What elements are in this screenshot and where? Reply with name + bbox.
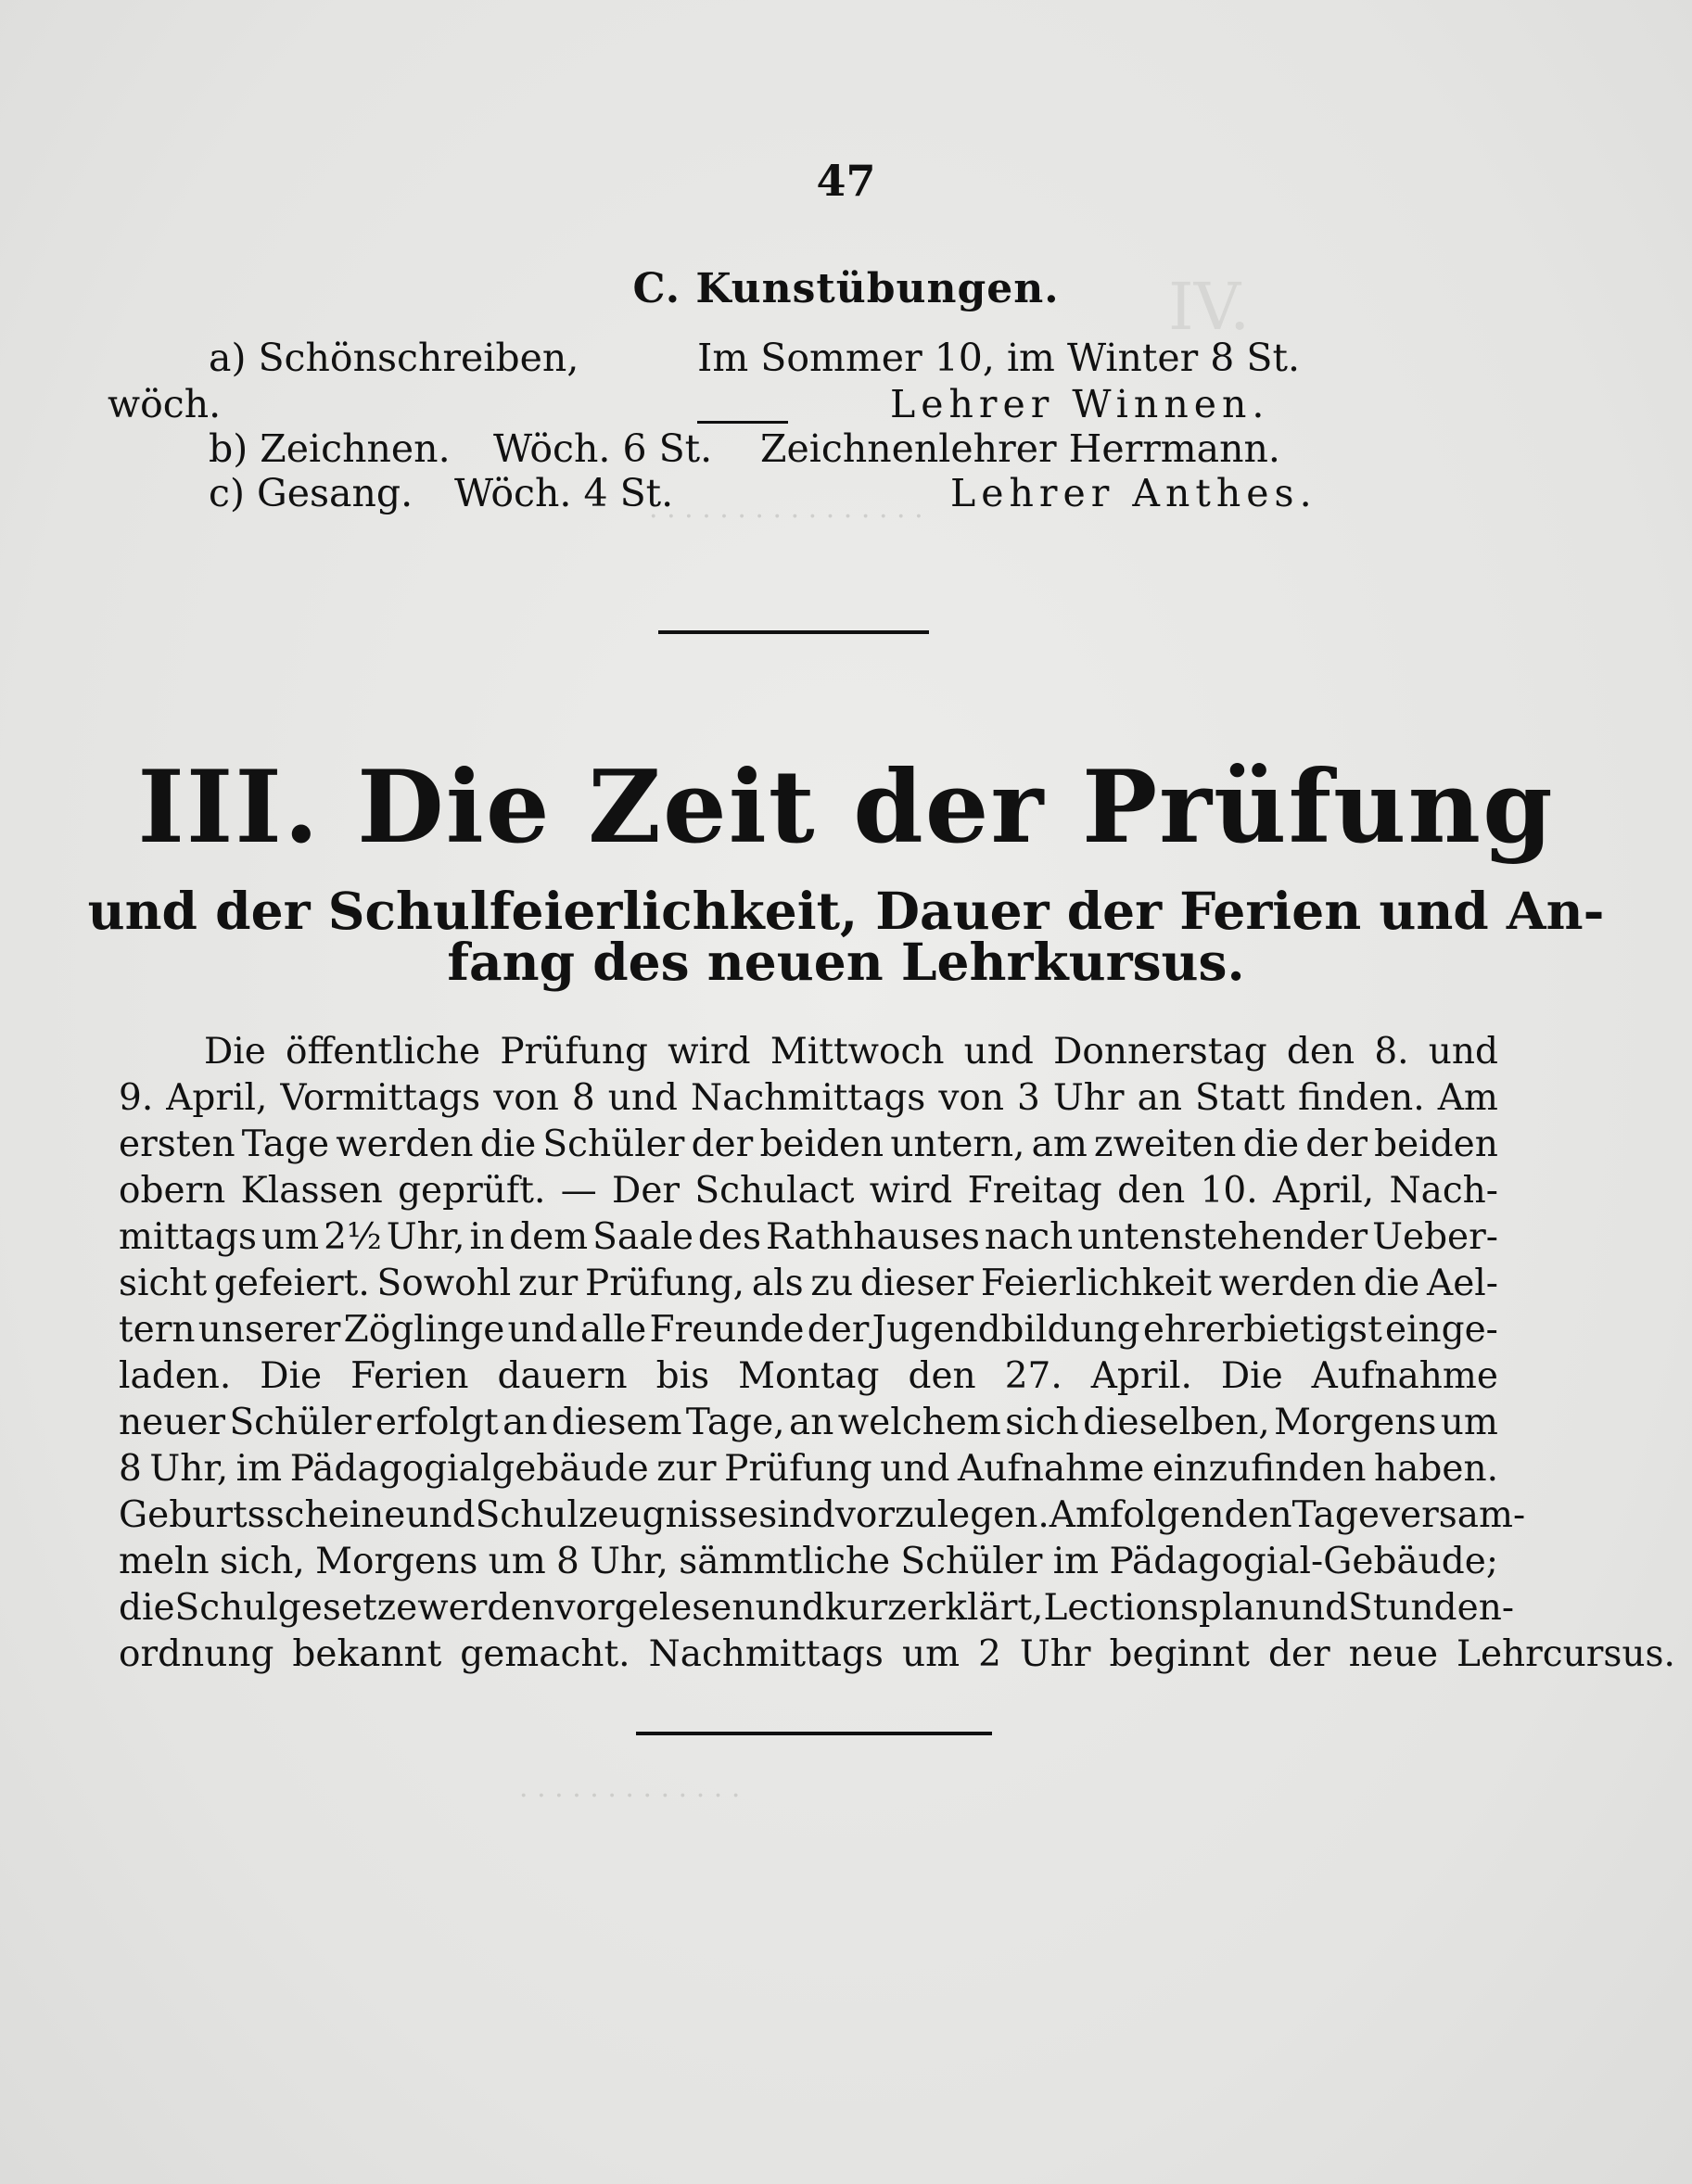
paragraph-word: neue	[1348, 1633, 1439, 1675]
paragraph-word: Jugendbildung	[871, 1309, 1140, 1351]
paragraph-word: von	[493, 1077, 559, 1119]
paragraph-word: den	[1286, 1031, 1355, 1073]
paragraph-word: Lehrcursus.	[1457, 1633, 1675, 1675]
paragraph-word: neuer	[119, 1402, 226, 1443]
paragraph-word: folgenden	[1109, 1494, 1292, 1536]
subtitle-line-1: und der Schulfeierlichkeit, Dauer der Ferien und An-	[87, 881, 1605, 941]
paragraph-word: kurz	[824, 1587, 907, 1629]
paragraph-word: gefeiert.	[213, 1263, 370, 1304]
paragraph-word: Uhr	[1052, 1077, 1125, 1119]
main-title: III. Die Zeit der Prüfung	[137, 749, 1555, 866]
paragraph-word: den	[1117, 1170, 1186, 1212]
paragraph-word: Die	[1220, 1355, 1283, 1397]
paragraph-word: Sowohl	[376, 1263, 512, 1304]
paragraph-line	[119, 1168, 1498, 1214]
paragraph-word: vorzulegen.	[834, 1494, 1050, 1536]
paragraph-word: der	[1305, 1124, 1368, 1165]
closing-rule	[636, 1732, 992, 1735]
paragraph-word: Rathhauses	[765, 1216, 980, 1258]
paragraph-word: nach	[984, 1216, 1074, 1258]
paragraph-word: Am	[1049, 1494, 1110, 1536]
paragraph-word: der	[1267, 1633, 1330, 1675]
paragraph-word: Vormittags	[280, 1077, 481, 1119]
paragraph-word: bekannt	[292, 1633, 442, 1675]
paragraph-word: finden.	[1298, 1077, 1425, 1119]
paragraph-word: vorgelesen	[554, 1587, 756, 1629]
paragraph-word: 8	[571, 1077, 595, 1119]
paragraph-word: 8	[119, 1448, 142, 1490]
paragraph-word: die	[479, 1124, 537, 1165]
paragraph-line	[119, 1122, 1498, 1168]
paragraph-word: Pädagogial-Gebäude;	[1109, 1541, 1498, 1582]
paragraph-word: 8	[556, 1541, 579, 1582]
paragraph-word: mittags	[119, 1216, 258, 1258]
paragraph-word: 27.	[1004, 1355, 1062, 1397]
paragraph-word: zu	[810, 1263, 854, 1304]
paragraph-word: Nachmittags	[648, 1633, 884, 1675]
paragraph-word: um	[901, 1633, 960, 1675]
paragraph-word: Ferien	[350, 1355, 469, 1397]
paragraph-word: untern,	[890, 1124, 1025, 1165]
paragraph-word: beginnt	[1109, 1633, 1250, 1675]
paragraph-word: sich	[1005, 1402, 1079, 1443]
paragraph-word: Am	[1437, 1077, 1498, 1119]
paragraph-word: Ueber-	[1372, 1216, 1498, 1258]
paragraph-word: die	[1242, 1124, 1300, 1165]
paragraph-word: die	[119, 1587, 175, 1629]
paragraph-word: Feierlichkeit	[980, 1263, 1212, 1304]
paragraph-word: wird	[668, 1031, 751, 1073]
paragraph-word: Aufnahme	[1311, 1355, 1498, 1397]
item-a-detail: Im Sommer 10, im Winter 8 St.	[697, 336, 1300, 380]
paragraph-word: sich,	[219, 1541, 305, 1582]
paragraph-word: 3	[1017, 1077, 1040, 1119]
paragraph-line	[119, 1492, 1526, 1539]
paragraph-word: um	[261, 1216, 320, 1258]
paragraph-word: gemacht.	[460, 1633, 630, 1675]
paragraph-line	[119, 1446, 1498, 1492]
paragraph-word: Die	[204, 1031, 266, 1073]
paragraph-word: April,	[1272, 1170, 1375, 1212]
paragraph-word: Zöglinge	[343, 1309, 505, 1351]
paragraph-word: im	[235, 1448, 283, 1490]
paragraph-word: unserer	[197, 1309, 341, 1351]
paragraph-word: werden	[336, 1124, 474, 1165]
paragraph-word: und	[880, 1448, 950, 1490]
paragraph-word: Tage	[241, 1124, 330, 1165]
bleed-through-text-2: · · · · · · · · · · · · ·	[519, 1780, 741, 1812]
paragraph-word: Schulact	[694, 1170, 855, 1212]
paragraph-word: April.	[1090, 1355, 1192, 1397]
paragraph-word: des	[697, 1216, 761, 1258]
paragraph-word: an	[503, 1402, 548, 1443]
paragraph-word: untenstehender	[1077, 1216, 1368, 1258]
paragraph-word: versam-	[1379, 1494, 1526, 1536]
paragraph-word: Klassen	[240, 1170, 383, 1212]
paragraph-word: um	[488, 1541, 546, 1582]
paragraph-line	[119, 1214, 1498, 1261]
paragraph-line	[119, 1400, 1498, 1446]
paragraph-word: April,	[166, 1077, 268, 1119]
item-b-label: b) Zeichnen.	[209, 426, 451, 471]
paragraph-word: alle	[579, 1309, 647, 1351]
paragraph-word: und	[963, 1031, 1034, 1073]
paragraph-line	[119, 1029, 1498, 1075]
item-b-detail: Wöch. 6 St.	[493, 426, 713, 471]
paragraph-word: Nachmittags	[690, 1077, 926, 1119]
paragraph-word: 10.	[1200, 1170, 1258, 1212]
paragraph-word: ehrerbietigst	[1142, 1309, 1382, 1351]
paragraph-word: einge-	[1384, 1309, 1498, 1351]
paragraph-word: Donnerstag	[1053, 1031, 1267, 1073]
paragraph-word: beiden	[759, 1124, 884, 1165]
item-c-detail: Wöch. 4 St.	[454, 471, 674, 515]
paragraph-word: im	[1052, 1541, 1100, 1582]
paragraph-word: sind	[758, 1494, 835, 1536]
paragraph-word: Freunde	[649, 1309, 805, 1351]
paragraph-line	[119, 1261, 1498, 1307]
paragraph-word: Mittwoch	[770, 1031, 945, 1073]
paragraph-word: Schüler	[900, 1541, 1043, 1582]
paragraph-word: 2½	[324, 1216, 382, 1258]
paragraph-word: zur	[656, 1448, 717, 1490]
paragraph-word: Prüfung,	[585, 1263, 745, 1304]
paragraph-word: Prüfung	[724, 1448, 872, 1490]
paragraph-word: Morgens	[1274, 1402, 1437, 1443]
paragraph-word: in	[469, 1216, 505, 1258]
paragraph-word: diesem	[551, 1402, 682, 1443]
paragraph-line	[119, 1353, 1498, 1400]
paragraph-word: dauern	[497, 1355, 628, 1397]
paragraph-line	[119, 1075, 1498, 1122]
paragraph-word: Montag	[738, 1355, 880, 1397]
bleed-through-heading: IV.	[1168, 269, 1251, 345]
paragraph-word: zweiten	[1094, 1124, 1237, 1165]
paragraph-word: Schulgesetze	[174, 1587, 418, 1629]
item-b-teacher: Zeichnenlehrer Herrmann.	[760, 426, 1280, 471]
paragraph-line	[119, 1632, 1675, 1678]
paragraph-word: Pädagogialgebäude	[289, 1448, 649, 1490]
paragraph-word: 8.	[1374, 1031, 1409, 1073]
paragraph-word: Freitag	[967, 1170, 1102, 1212]
paragraph-word: Stunden-	[1348, 1587, 1515, 1629]
paragraph-word: Aufnahme	[958, 1448, 1145, 1490]
paragraph-line	[119, 1585, 1515, 1632]
paragraph-word: sämmtliche	[679, 1541, 891, 1582]
paragraph-word: Schüler	[542, 1124, 685, 1165]
paragraph-word: Morgens	[315, 1541, 478, 1582]
paragraph-word: Schüler	[229, 1402, 372, 1443]
paragraph-word: ordnung	[119, 1633, 274, 1675]
paragraph-word: um	[1440, 1402, 1498, 1443]
paragraph-word: Uhr,	[149, 1448, 229, 1490]
paragraph-word: Uhr	[1019, 1633, 1091, 1675]
paragraph-line	[119, 1539, 1498, 1585]
item-c-teacher: Lehrer Anthes.	[950, 471, 1317, 515]
paragraph-word: der	[691, 1124, 754, 1165]
paragraph-word: welchem	[837, 1402, 1001, 1443]
paragraph-word: Tage,	[685, 1402, 785, 1443]
paragraph-word: die	[1363, 1263, 1420, 1304]
paragraph-word: Lectionsplan	[1043, 1587, 1279, 1629]
paragraph-word: als	[751, 1263, 804, 1304]
paragraph-word: bis	[655, 1355, 710, 1397]
paragraph-word: und	[1278, 1587, 1349, 1629]
item-a-label: a) Schönschreiben,	[209, 336, 579, 380]
body-paragraph	[119, 1029, 1675, 1678]
paragraph-word: 9.	[119, 1077, 154, 1119]
section-heading: C. Kunstübungen.	[632, 265, 1060, 312]
item-a-continuation: wöch.	[108, 382, 222, 426]
paragraph-word: Prüfung	[500, 1031, 648, 1073]
paragraph-word: erklärt,	[906, 1587, 1044, 1629]
paragraph-word: laden.	[119, 1355, 232, 1397]
paragraph-word: Schulzeugnisse	[475, 1494, 759, 1536]
paragraph-word: dem	[509, 1216, 589, 1258]
paragraph-word: werden	[1218, 1263, 1356, 1304]
item-c-label: c) Gesang.	[209, 471, 413, 515]
divider-short	[697, 421, 788, 424]
paragraph-word: und	[1428, 1031, 1498, 1073]
paragraph-word: Statt	[1194, 1077, 1285, 1119]
paragraph-word: öffentliche	[286, 1031, 481, 1073]
page-number: 47	[816, 156, 876, 206]
paragraph-word: von	[938, 1077, 1004, 1119]
paragraph-word: geprüft.	[398, 1170, 546, 1212]
paragraph-word: Ael-	[1427, 1263, 1498, 1304]
paragraph-word: und	[507, 1309, 578, 1351]
paragraph-word: tern	[119, 1309, 196, 1351]
paragraph-word: am	[1031, 1124, 1088, 1165]
paragraph-word: beiden	[1374, 1124, 1498, 1165]
paragraph-word: Uhr,	[386, 1216, 465, 1258]
paragraph-word: an	[1137, 1077, 1182, 1119]
paragraph-word: dieselben,	[1083, 1402, 1270, 1443]
paragraph-word: ersten	[119, 1124, 235, 1165]
divider-rule	[658, 630, 929, 634]
paragraph-word: obern	[119, 1170, 226, 1212]
paragraph-word: und	[755, 1587, 825, 1629]
paragraph-word: wird	[869, 1170, 953, 1212]
paragraph-line	[119, 1307, 1498, 1353]
paragraph-word: zur	[517, 1263, 579, 1304]
paragraph-word: Die	[260, 1355, 323, 1397]
paragraph-word: Uhr,	[590, 1541, 668, 1582]
paragraph-word: werden	[417, 1587, 555, 1629]
paragraph-word: dieser	[859, 1263, 974, 1304]
paragraph-word: Saale	[592, 1216, 693, 1258]
paragraph-word: Nach-	[1389, 1170, 1498, 1212]
subtitle-line-2: fang des neuen Lehrkursus.	[447, 932, 1245, 992]
paragraph-word: an	[789, 1402, 834, 1443]
paragraph-word: einzufinden	[1151, 1448, 1367, 1490]
paragraph-word: den	[908, 1355, 976, 1397]
paragraph-word: —	[560, 1170, 597, 1212]
item-a-teacher: Lehrer Winnen.	[890, 382, 1270, 426]
paragraph-word: der	[807, 1309, 870, 1351]
paragraph-word: erfolgt	[375, 1402, 499, 1443]
paragraph-word: Der	[612, 1170, 681, 1212]
paragraph-word: sicht	[119, 1263, 208, 1304]
paragraph-word: und	[405, 1494, 476, 1536]
paragraph-word: haben.	[1374, 1448, 1498, 1490]
paragraph-word: und	[607, 1077, 678, 1119]
bleed-through-text: · · · · · · · · · · · · · · · ·	[649, 501, 923, 533]
paragraph-word: 2	[978, 1633, 1001, 1675]
paragraph-word: Geburtsscheine	[119, 1494, 406, 1536]
paragraph-word: meln	[119, 1541, 210, 1582]
paragraph-word: Tage	[1291, 1494, 1380, 1536]
